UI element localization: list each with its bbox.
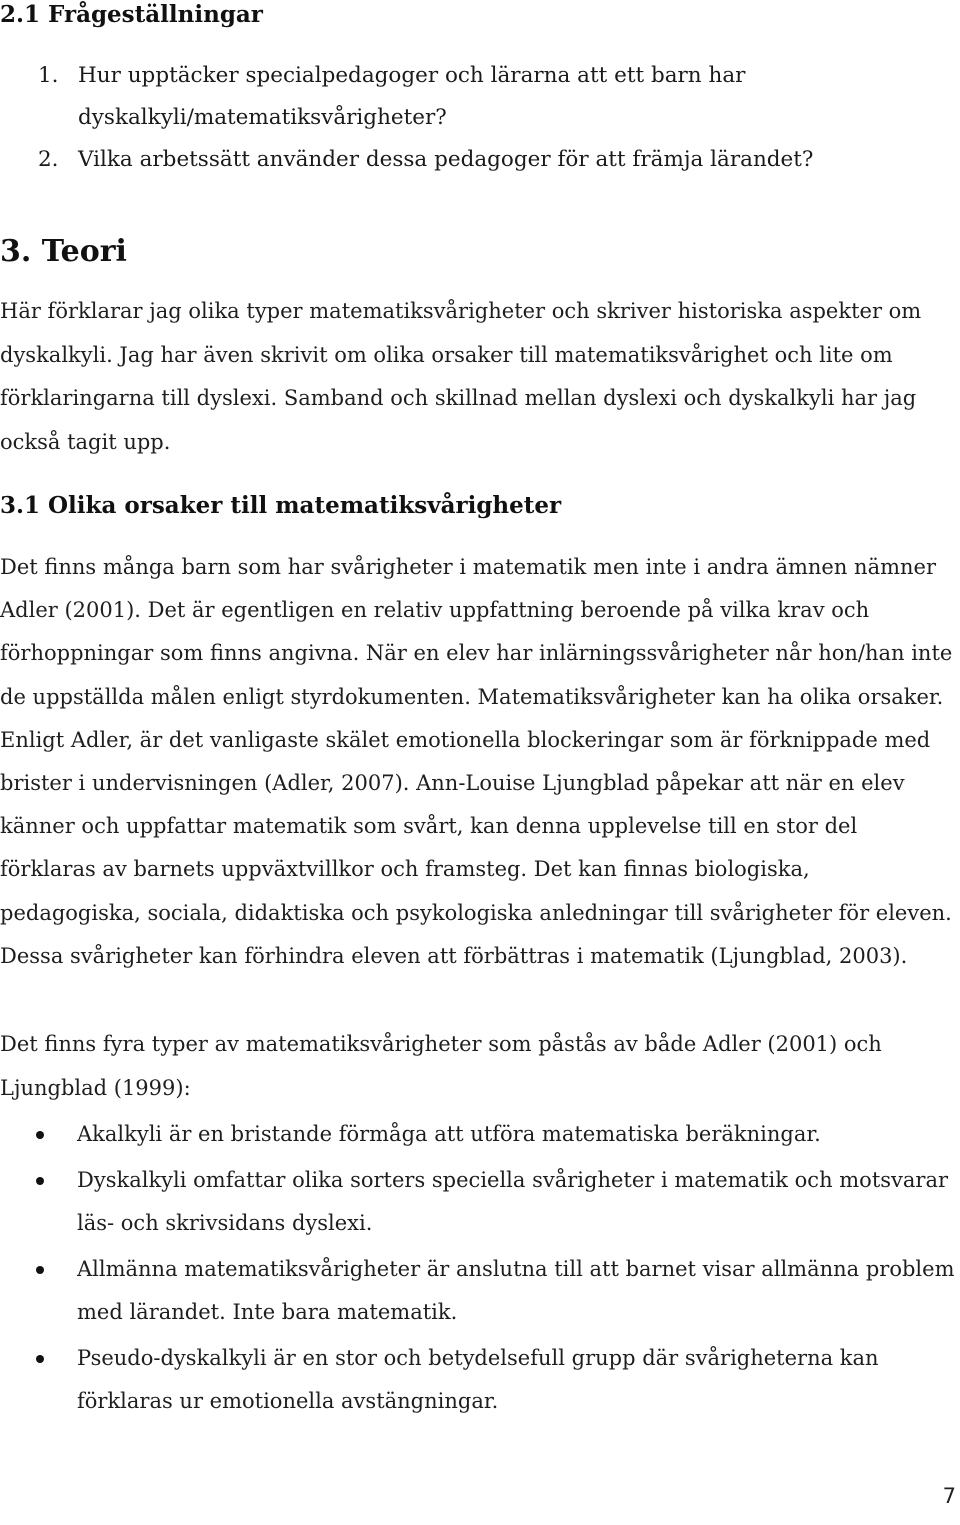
list-item-text: Vilka arbetssätt använder dessa pedagoger för att främja lärandet? <box>78 147 814 172</box>
list-item-text: Hur upptäcker specialpedagoger och lärarna att ett barn har dyskalkyli/matematiksvårigheter? <box>78 63 746 130</box>
list-item <box>0 139 940 181</box>
list-item-text: Pseudo-dyskalkyli är en stor och betydelsefull grupp där svårigheterna kan förklaras ur emotionella avstängningar. <box>77 1345 879 1413</box>
section-heading-2-1: 2.1 Frågeställningar <box>0 1 263 28</box>
page-number: 7 <box>942 1484 956 1508</box>
section-heading-3: 3. Teori <box>0 234 127 269</box>
bullet-icon <box>36 1177 44 1185</box>
types-intro-paragraph: Det finns fyra typer av matematiksvårigheter som påstås av både Adler (2001) och Ljungblad (1999): <box>0 1032 882 1100</box>
bullet-icon <box>36 1355 44 1363</box>
list-item-text: Allmänna matematiksvårigheter är anslutna till att barnet visar allmänna problem med lärandet. Inte bara matematik. <box>77 1256 955 1324</box>
bullet-icon <box>36 1131 44 1139</box>
list-item <box>0 1159 955 1246</box>
list-item <box>0 1113 955 1157</box>
list-item-text: Dyskalkyli omfattar olika sorters speciella svårigheter i matematik och motsvarar läs- och skrivsidans dyslexi. <box>77 1167 949 1235</box>
list-item <box>0 55 940 139</box>
research-questions-list <box>0 55 940 181</box>
list-item-number: 2. <box>38 147 59 172</box>
list-item <box>0 1337 955 1424</box>
body-paragraph: Det finns många barn som har svårigheter i matematik men inte i andra ämnen nämner Adler (2001). Det är egentligen en relativ uppfattning beroende på vilka krav och förhoppningar som finns angivna. När en elev har inlärningssvårigheter når hon/han inte de uppställda målen enligt styrdokumenten. Matematiksvårigheter kan ha olika orsaker. Enligt Adler, är det vanligaste skälet emotionella blockeringar som är förknippade med brister i undervisningen (Adler, 2007). Ann-Louise Ljungblad påpekar att när en elev känner och uppfattar matematik som svårt, kan denna upplevelse till en stor del förklaras av barnets uppväxtvillkor och framsteg. Det kan finnas biologiska, pedagogiska, sociala, didaktiska och psykologiska anledningar till svårigheter för eleven. Dessa svårigheter kan förhindra eleven att förbättras i matematik (Ljungblad, 2003). <box>0 555 953 968</box>
list-item-number: 1. <box>38 63 59 88</box>
difficulty-types-list <box>0 1113 955 1426</box>
list-item <box>0 1248 955 1335</box>
list-item-text: Akalkyli är en bristande förmåga att utföra matematiska beräkningar. <box>77 1122 821 1146</box>
intro-paragraph: Här förklarar jag olika typer matematiksvårigheter och skriver historiska aspekter om dyskalkyli. Jag har även skrivit om olika orsaker till matematiksvårighet och lite om förklaringarna till dyslexi. Samband och skillnad mellan dyslexi och dyskalkyli har jag också tagit upp. <box>0 299 922 454</box>
bullet-icon <box>36 1266 44 1274</box>
section-heading-3-1: 3.1 Olika orsaker till matematiksvårigheter <box>0 492 562 519</box>
